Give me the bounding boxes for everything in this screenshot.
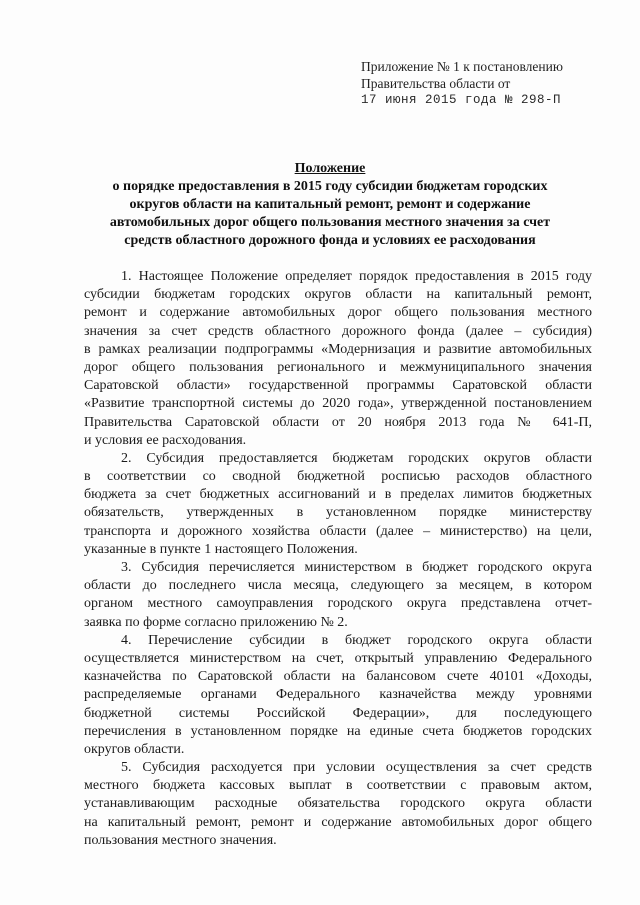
attachment-line-2: Правительства области от <box>361 76 511 91</box>
paragraph-1-line: Саратовской области» государственной программы Саратовской области <box>84 378 592 394</box>
paragraph-1-line: «Развитие транспортной системы до 2020 года», утвержденной постановлением <box>84 396 592 412</box>
document-body <box>84 268 592 850</box>
paragraph-2-line: указанные в пункте 1 настоящего Положения. <box>84 541 358 557</box>
paragraph-5-line: устанавливающим расходные обязательства городского округа области <box>84 796 592 812</box>
paragraph-4-line: перечисления в установленном порядке на единые счета бюджетов городских <box>84 723 592 739</box>
paragraph-1-line: в рамках реализации подпрограммы «Модернизация и развитие автомобильных <box>84 341 592 357</box>
paragraph-3-line: органом местного самоуправления городского округа представлена отчет- <box>84 596 592 612</box>
attachment-line-1: Приложение № 1 к постановлению <box>361 59 563 74</box>
title-line-2: о порядке предоставления в 2015 году субсидии бюджетам городских <box>112 179 548 194</box>
paragraph-1-line: ремонт и содержание автомобильных дорог общего пользования местного <box>84 305 592 321</box>
paragraph-5-line: местного бюджета кассовых выплат в соответствии с правовым актом, <box>84 778 592 794</box>
paragraph-2-line: обязательств, утвержденных в установленном порядке министерству <box>84 505 592 521</box>
document-title <box>80 160 580 250</box>
paragraph-2-line: транспорта и дорожного хозяйства области (далее – министерство) на цели, <box>84 523 592 539</box>
title-heading: Положение <box>294 161 366 176</box>
paragraph-4-line: 4. Перечисление субсидии в бюджет городского округа области <box>121 632 592 648</box>
paragraph-3-line: заявка по форме согласно приложению № 2. <box>84 614 348 630</box>
paragraph-4-line: казначейства по Саратовской области на балансовом счете 40101 «Доходы, <box>84 669 592 685</box>
paragraph-4-line: осуществляется министерством на счет, открытый управлению Федерального <box>84 650 592 666</box>
paragraph-2-line: бюджета за счет бюджетных ассигнований и в пределах лимитов бюджетных <box>84 487 592 503</box>
paragraph-1-line: и условия ее расходования. <box>84 432 247 448</box>
paragraph-5-line: на капитальный ремонт, ремонт и содержание автомобильных дорог общего <box>84 814 592 830</box>
paragraph-4-line: распределяемые органами Федерального казначейства между уровнями <box>84 687 592 703</box>
paragraph-5-line: пользования местного значения. <box>84 832 277 848</box>
paragraph-1-line: субсидии бюджетам городских округов области на капитальный ремонт, <box>84 287 592 303</box>
paragraph-3-line: 3. Субсидия перечисляется министерством в бюджет городского округа <box>121 560 592 575</box>
paragraph-4-line: округов области. <box>84 741 185 757</box>
paragraph-1-line: 1. Настоящее Положение определяет порядок предоставления в 2015 году <box>121 269 592 284</box>
paragraph-1-line: значения за счет средств областного дорожного фонда (далее – субсидия) <box>84 323 592 339</box>
paragraph-2-line: 2. Субсидия предоставляется бюджетам городских округов области <box>121 450 592 466</box>
paragraph-5-line: 5. Субсидия расходуется при условии осуществления за счет средств <box>121 760 592 776</box>
attachment-date-stamp: 17 июня 2015 года № 298-П <box>361 93 562 107</box>
paragraph-3-line: области до последнего числа месяца, следующего за месяцем, в котором <box>84 578 592 594</box>
title-line-3: округов области на капитальный ремонт, ремонт и содержание <box>129 197 531 212</box>
paragraph-1-line: Правительства Саратовской области от 20 ноября 2013 года № 641-П, <box>84 414 592 430</box>
paragraph-2-line: в соответствии со сводной бюджетной росписью расходов областного <box>84 469 592 485</box>
attachment-header <box>361 58 611 109</box>
paragraph-1-line: дорог общего пользования регионального и межмуниципального значения <box>84 359 592 375</box>
title-line-4: автомобильных дорог общего пользования местного значения за счет <box>109 215 551 230</box>
paragraph-4-line: бюджетной системы Российской Федерации», для последующего <box>84 705 592 721</box>
title-line-5: средств областного дорожного фонда и условиях ее расходования <box>124 233 536 248</box>
